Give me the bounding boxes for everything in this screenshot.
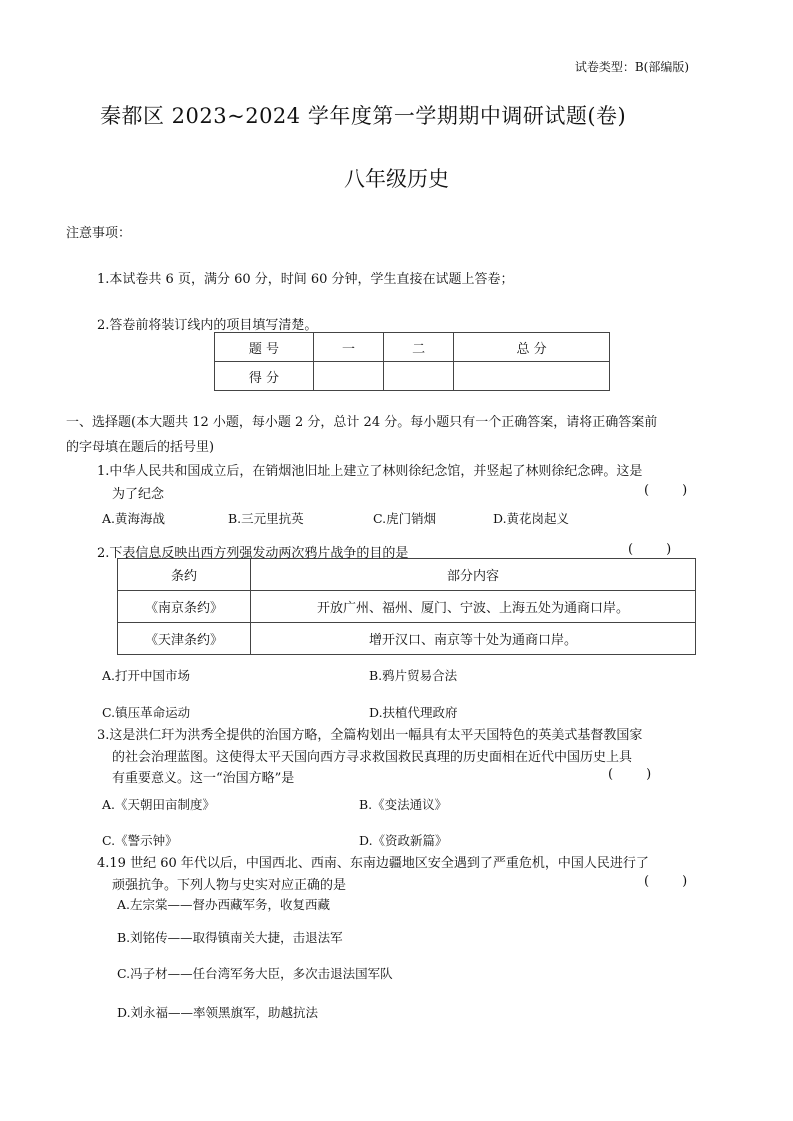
q2-stem: 2.下表信息反映出西方列强发动两次鸦片战争的目的是 xyxy=(97,546,409,561)
q2-answer-bracket[interactable]: ( ) xyxy=(628,542,672,557)
q4-stem-line2: 顽强抗争。下列人物与史实对应正确的是 xyxy=(112,878,347,893)
treaty-table-header: 部分内容 xyxy=(251,559,696,591)
exam-subtitle: 八年级历史 xyxy=(344,167,449,191)
q1-option-a: A.黄海海战 xyxy=(102,511,166,526)
q2-option-c: C.镇压革命运动 xyxy=(102,705,191,720)
score-cell-total[interactable] xyxy=(454,362,610,391)
q4-stem-line1: 4.19 世纪 60 年代以后，中国西北、西南、东南边疆地区安全遇到了严重危机，中国人民进行了 xyxy=(97,856,649,871)
notes-heading: 注意事项： xyxy=(66,226,132,241)
q1-stem-line2: 为了纪念 xyxy=(112,487,165,502)
treaty-content: 增开汉口、南京等十处为通商口岸。 xyxy=(251,623,696,655)
q4-option-b: B.刘铭传——取得镇南关大捷，击退法军 xyxy=(117,930,343,945)
section1-heading-line2: 的字母填在题后的括号里) xyxy=(66,440,215,455)
q3-stem-line3: 有重要意义。这一“治国方略”是 xyxy=(112,771,295,786)
q1-option-c: C.虎门销烟 xyxy=(373,511,437,526)
treaty-name: 《南京条约》 xyxy=(118,591,251,623)
q3-stem-line2: 的社会治理蓝图。这使得太平天国向西方寻求救国救民真理的历史面相在近代中国历史上具 xyxy=(112,750,633,765)
q1-option-d: D.黄花岗起义 xyxy=(493,511,570,526)
q2-option-b: B.鸦片贸易合法 xyxy=(369,668,458,683)
treaty-content: 开放广州、福州、厦门、宁波、上海五处为通商口岸。 xyxy=(251,591,696,623)
q4-option-c: C.冯子材——任台湾军务大臣，多次击退法国军队 xyxy=(117,966,393,981)
exam-title: 秦都区 2023~2024 学年度第一学期期中调研试题(卷) xyxy=(100,104,627,128)
table-row xyxy=(118,591,696,623)
q3-stem-line1: 3.这是洪仁玕为洪秀全提供的治国方略，全篇构划出一幅具有太平天国特色的英美式基督教国家 xyxy=(97,728,643,743)
q1-option-b: B.三元里抗英 xyxy=(228,511,304,526)
q1-stem-line1: 1.中华人民共和国成立后，在销烟池旧址上建立了林则徐纪念馆，并竖起了林则徐纪念碑。这是 xyxy=(97,464,643,479)
score-table xyxy=(214,332,610,391)
section1-heading-line1: 一、选择题(本大题共 12 小题，每小题 2 分，总计 24 分。每小题只有一个正确答案，请将正确答案前 xyxy=(66,415,658,430)
score-table-header: 题 号 xyxy=(215,333,314,362)
q4-option-d: D.刘永福——率领黑旗军，助越抗法 xyxy=(117,1005,319,1020)
treaty-name: 《天津条约》 xyxy=(118,623,251,655)
notes-item-2: 2.答卷前将装订线内的项目填写清楚。 xyxy=(97,318,318,333)
q4-option-a: A.左宗棠——督办西藏军务，收复西藏 xyxy=(117,897,331,912)
score-cell-section2[interactable] xyxy=(384,362,454,391)
paper-type: 试卷类型：B(部编版) xyxy=(574,60,689,74)
score-cell-section1[interactable] xyxy=(314,362,384,391)
q3-option-c: C.《警示钟》 xyxy=(102,833,178,848)
q2-option-d: D.扶植代理政府 xyxy=(369,705,458,720)
score-row-label: 得 分 xyxy=(215,362,314,391)
table-row xyxy=(118,623,696,655)
q3-option-a: A.《天朝田亩制度》 xyxy=(102,797,216,812)
notes-item-1: 1.本试卷共 6 页，满分 60 分，时间 60 分钟，学生直接在试题上答卷； xyxy=(97,272,514,287)
treaty-table xyxy=(117,558,696,655)
q3-option-b: B.《变法通议》 xyxy=(359,797,448,812)
q3-option-d: D.《资政新篇》 xyxy=(359,833,448,848)
score-table-header: 总 分 xyxy=(454,333,610,362)
q3-answer-bracket[interactable]: ( ) xyxy=(608,767,652,782)
treaty-table-header-row xyxy=(118,559,696,591)
q1-answer-bracket[interactable]: ( ) xyxy=(644,483,688,498)
q4-answer-bracket[interactable]: ( ) xyxy=(644,874,688,889)
score-table-header: 一 xyxy=(314,333,384,362)
score-table-header: 二 xyxy=(384,333,454,362)
score-table-score-row xyxy=(215,362,610,391)
treaty-table-header: 条约 xyxy=(118,559,251,591)
score-table-header-row xyxy=(215,333,610,362)
q2-option-a: A.打开中国市场 xyxy=(102,668,191,683)
